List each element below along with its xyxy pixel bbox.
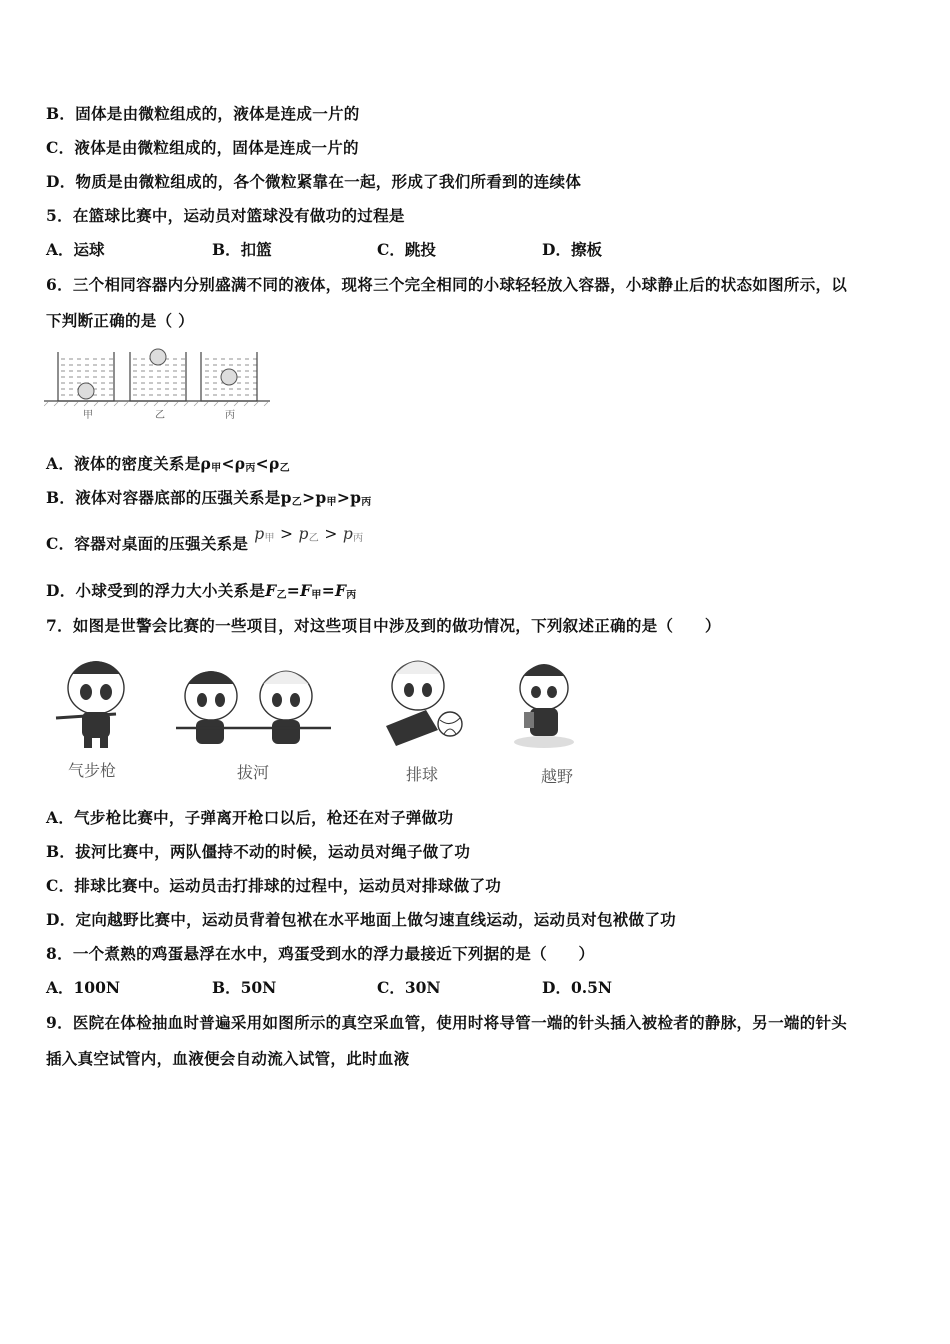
q6-stem-line1: 6．三个相同容器内分别盛满不同的液体，现将三个完全相同的小球轻轻放入容器，小球静止后的状态如图所示，以	[46, 275, 848, 294]
q4-option-c: C．液体是由微粒组成的，固体是连成一片的	[46, 138, 359, 157]
q7-option-a: A．气步枪比赛中，子弹离开枪口以后，枪还在对子弹做功	[46, 808, 454, 827]
q8-option-a: A．100N	[46, 978, 121, 997]
panda-cross-country-illustration	[514, 664, 574, 748]
q7-option-d: D．定向越野比赛中，运动员背着包袱在水平地面上做匀速直线运动，运动员对包袱做了功	[46, 910, 676, 929]
q4-option-b: B．固体是由微粒组成的，液体是连成一片的	[46, 104, 360, 123]
q8-option-d: D．0.5N	[542, 978, 613, 997]
q4-option-d: D．物质是由微粒组成的，各个微粒紧靠在一起，形成了我们所看到的连续体	[46, 172, 582, 191]
q8-option-c: C．30N	[377, 978, 441, 997]
q7-sports-figure	[46, 648, 606, 788]
caption-cross-country: 越野	[541, 767, 574, 786]
q6-option-a: A．液体的密度关系是$\rho_甲<\rho_丙<\rho_乙$	[46, 454, 290, 474]
q7-option-c: C．排球比赛中。运动员击打排球的过程中，运动员对排球做了功	[46, 876, 502, 895]
q6-option-d: D．小球受到的浮力大小关系是$F_乙=F_甲=F_丙$	[46, 581, 357, 601]
q5-stem: 5．在篮球比赛中，运动员对篮球没有做功的过程是	[46, 206, 405, 225]
label-yi: 乙	[155, 410, 165, 421]
q7-option-b: B．拔河比赛中，两队僵持不动的时候，运动员对绳子做了功	[46, 842, 471, 861]
q6-option-b: B．液体对容器底部的压强关系是$p_乙>p_甲>p_丙$	[46, 488, 372, 508]
label-bing: 丙	[225, 410, 235, 421]
caption-volleyball: 排球	[406, 765, 439, 784]
q6-stem-line2: 下判断正确的是（ ）	[46, 311, 194, 330]
caption-air-rifle: 气步枪	[68, 761, 117, 780]
panda-tug-of-war-illustration	[176, 671, 331, 744]
q5-option-c: C．跳投	[377, 240, 436, 259]
container-yi	[130, 349, 186, 401]
panda-volleyball-illustration	[386, 661, 462, 746]
q9-stem-line2: 插入真空试管内，血液便会自动流入试管，此时血液	[46, 1049, 410, 1068]
q8-option-b: B．50N	[212, 978, 277, 997]
q5-option-b: B．扣篮	[212, 240, 272, 259]
q8-stem: 8．一个煮熟的鸡蛋悬浮在水中，鸡蛋受到水的浮力最接近下列据的是（ ）	[46, 944, 595, 963]
q9-stem-line1: 9．医院在体检抽血时普遍采用如图所示的真空采血管，使用时将导管一端的针头插入被检者的静脉，另一端的针头	[46, 1013, 848, 1032]
q6-option-c: C．容器对桌面的压强关系是 $p_甲 > p_乙 > p_丙$	[46, 525, 364, 553]
container-bing	[201, 352, 257, 401]
container-jia	[58, 352, 114, 401]
q5-option-d: D．擦板	[542, 240, 602, 259]
label-jia: 甲	[83, 410, 93, 421]
caption-tug-of-war: 拔河	[237, 763, 270, 782]
q7-stem: 7．如图是世警会比赛的一些项目，对这些项目中涉及到的做功情况，下列叙述正确的是（ ）	[46, 616, 721, 635]
panda-air-rifle-illustration	[56, 661, 124, 748]
q5-option-a: A．运球	[46, 240, 105, 259]
pressure-formula: $p_甲 > p_乙 > p_丙$	[254, 525, 364, 544]
